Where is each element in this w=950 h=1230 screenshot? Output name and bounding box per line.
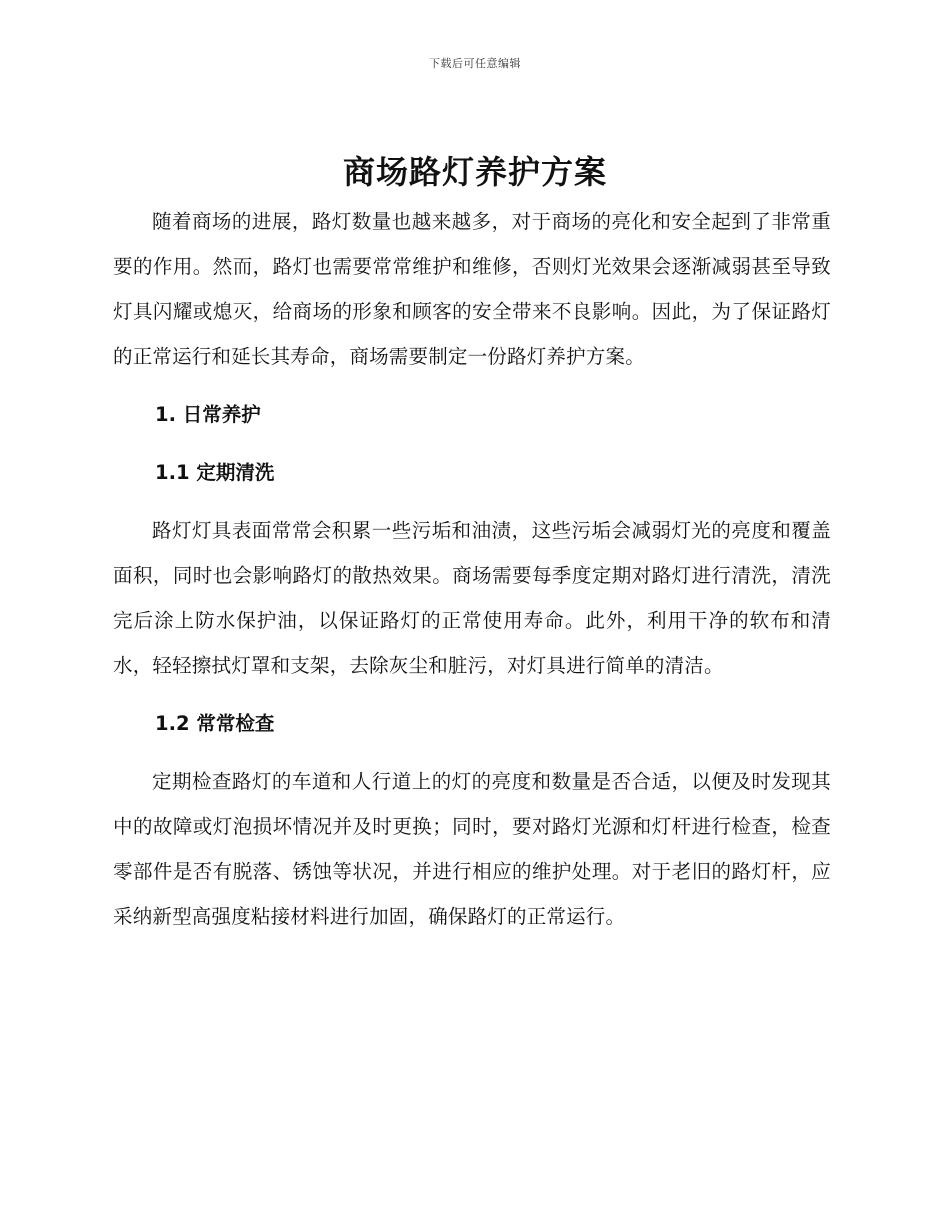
document-body <box>113 199 831 939</box>
section-heading-daily-maintenance: 1. 日常养护 <box>155 403 261 426</box>
header-note: 下载后可任意编辑 <box>429 57 521 70</box>
spacer <box>113 688 831 701</box>
cleaning-paragraph: 路灯灯具表面常常会积累一些污垢和油渍，这些污垢会减弱灯光的亮度和覆盖面积，同时也会影响路灯的散热效果。商场需要每季度定期对路灯进行清洗，清洗完后涂上防水保护油，以保证路灯的正常使用寿命。此外，利用干净的软布和清水，轻轻擦拭灯罩和支架，去除灰尘和脏污，对灯具进行简单的清洁。 <box>113 519 831 677</box>
inspection-paragraph: 定期检查路灯的车道和人行道上的灯的亮度和数量是否合适，以便及时发现其中的故障或灯泡损坏情况并及时更换；同时，要对路灯光源和灯杆进行检查，检查零部件是否有脱落、锈蚀等状况，并进行相应的维护处理。对于老旧的路灯杆，应采纳新型高强度粘接材料进行加固，确保路灯的正常运行。 <box>113 770 831 928</box>
spacer <box>113 437 831 450</box>
document-title: 商场路灯养护方案 <box>342 153 607 191</box>
spacer <box>113 495 831 508</box>
subsection-heading-regular-inspection: 1.2 常常检查 <box>155 712 275 735</box>
intro-paragraph: 随着商场的进展，路灯数量也越来越多，对于商场的亮化和安全起到了非常重要的作用。然而，路灯也需要常常维护和维修，否则灯光效果会逐渐减弱甚至导致灯具闪耀或熄灭，给商场的形象和顾客的安全带来不良影响。因此，为了保证路灯的正常运行和延长其寿命，商场需要制定一份路灯养护方案。 <box>113 210 831 368</box>
spacer <box>113 746 831 759</box>
spacer <box>113 379 831 392</box>
subsection-heading-regular-cleaning: 1.1 定期清洗 <box>155 461 275 484</box>
